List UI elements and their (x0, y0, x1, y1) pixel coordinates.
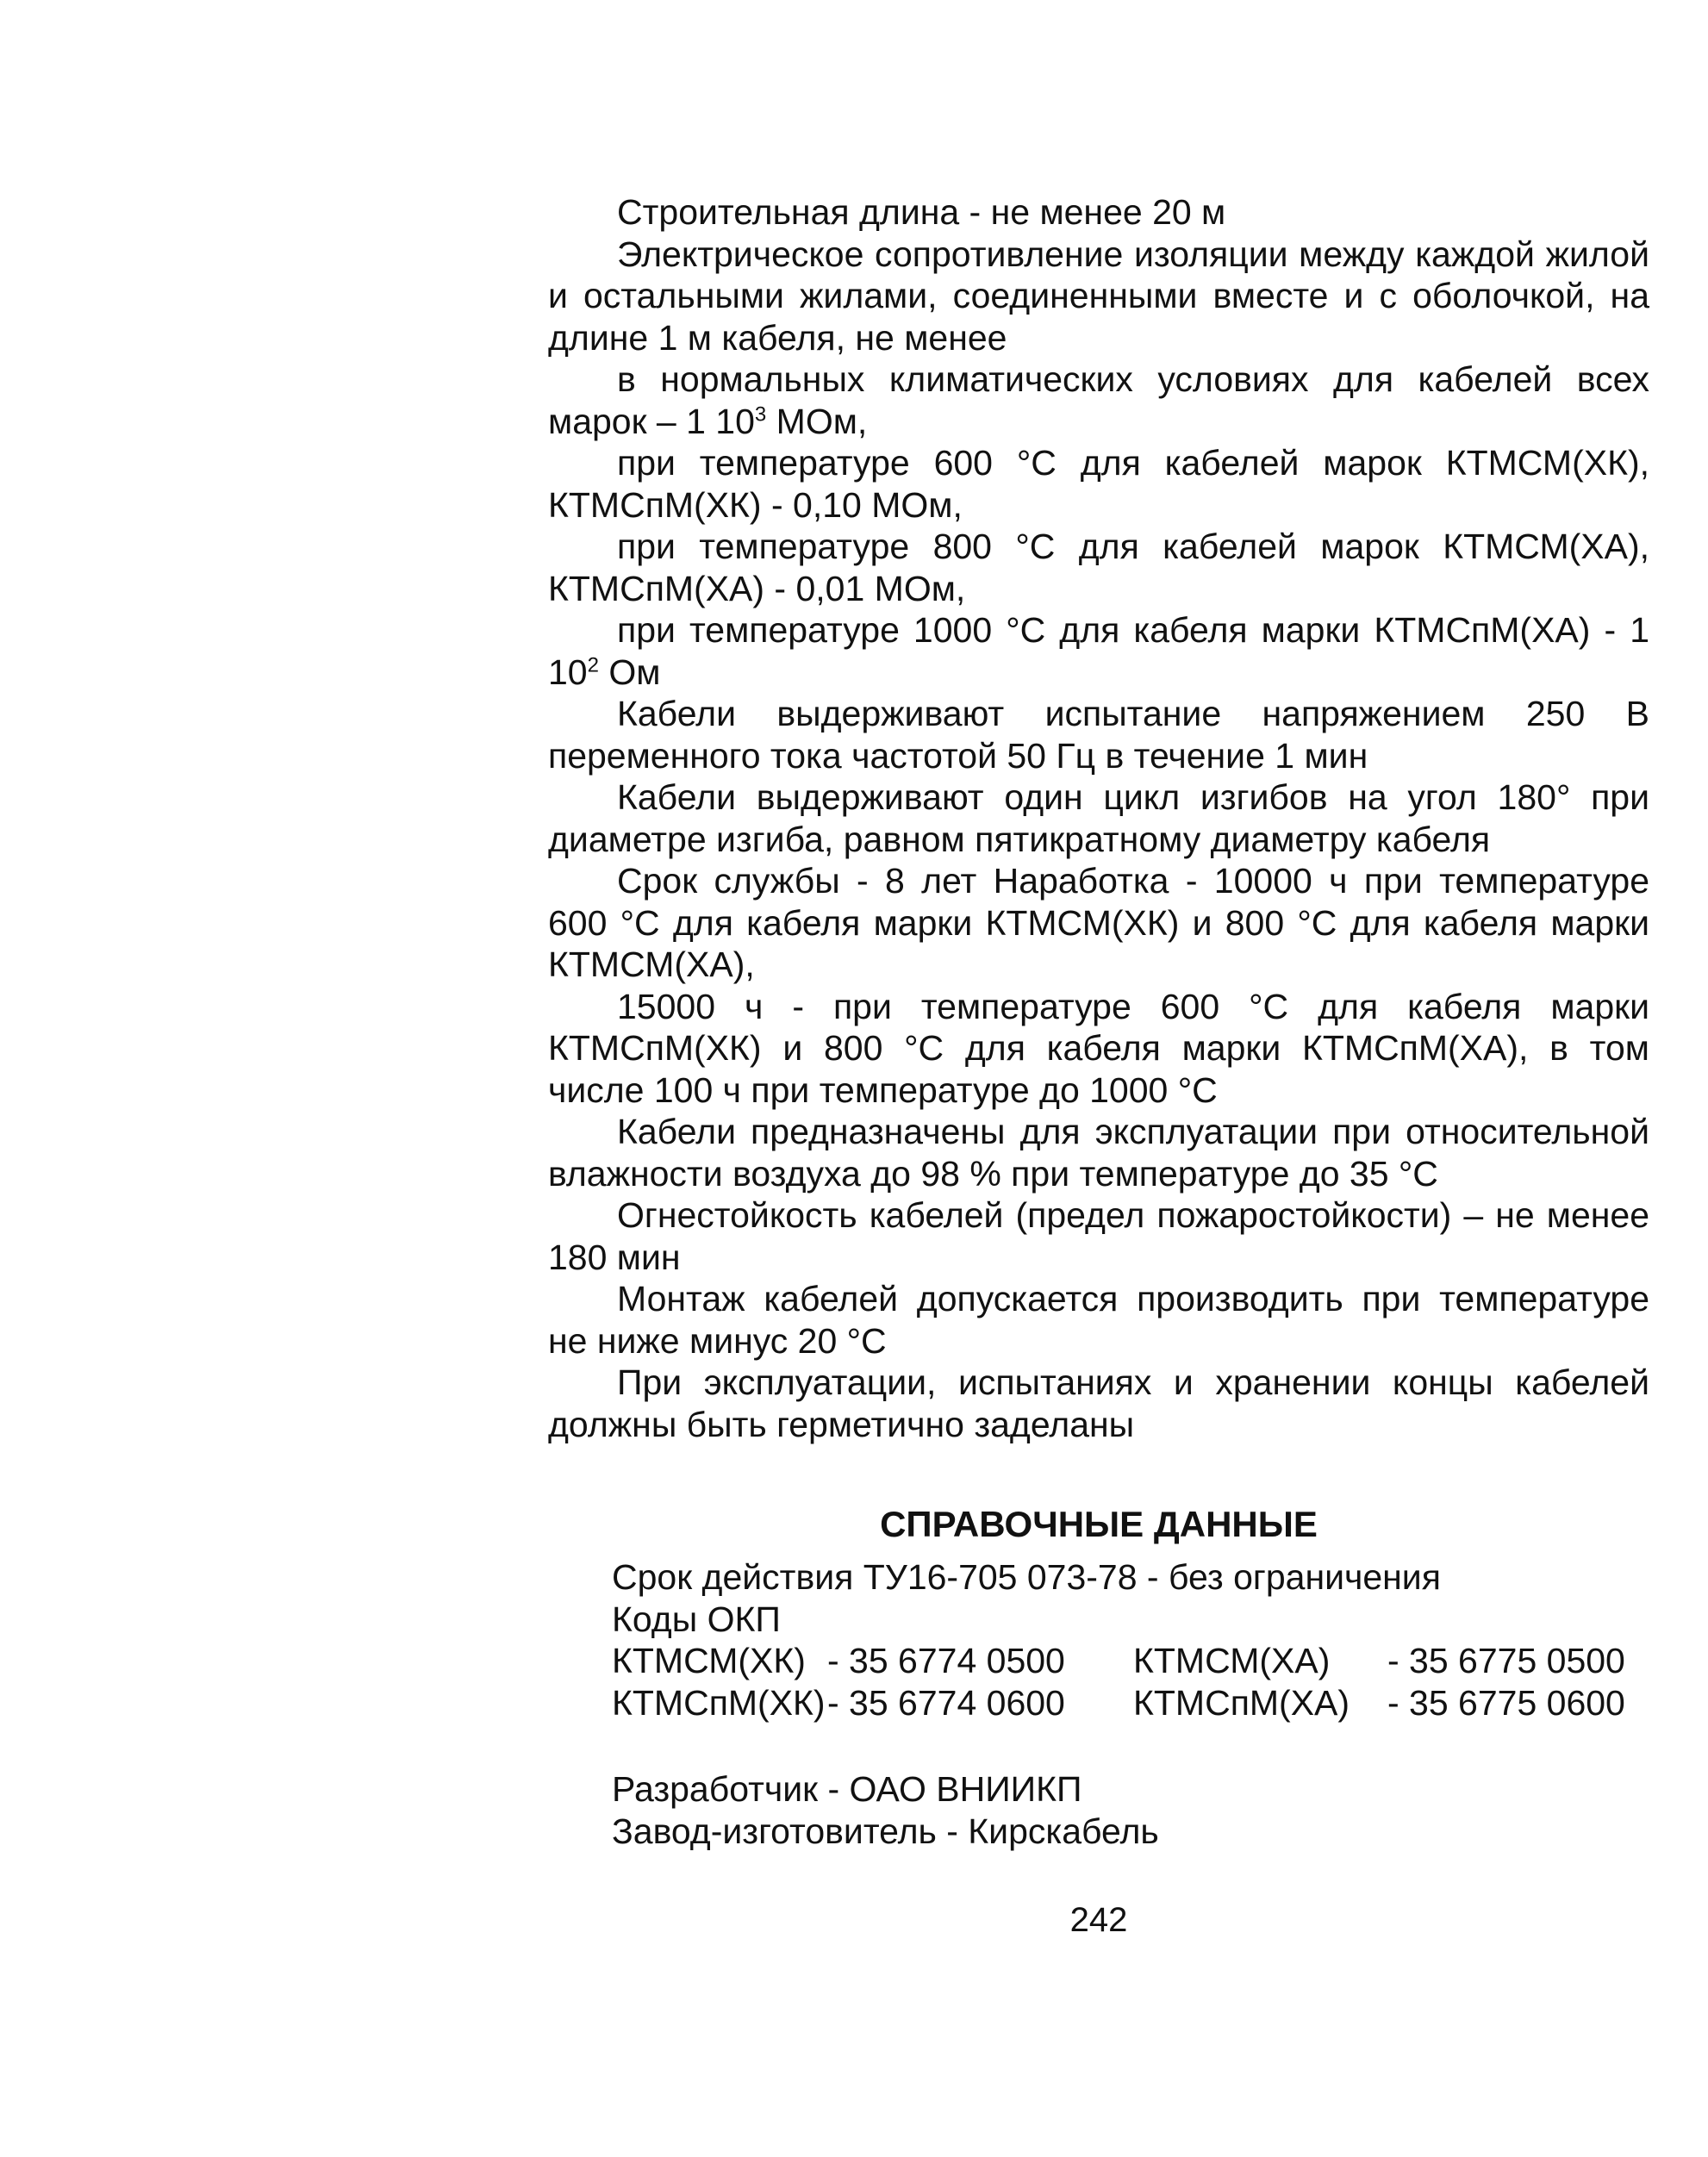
codes-label: Коды ОКП (612, 1599, 781, 1639)
brand-cell: КТМСМ(ХК) (612, 1641, 806, 1680)
text-fragment: Ом (598, 651, 661, 692)
main-text (548, 191, 1649, 1445)
developer-info (612, 1768, 1646, 1852)
paragraph-service-life: Срок службы - 8 лет Наработка - 10000 ч при температуре 600 °С для кабеля марки КТМСМ(ХК) и 800 °С для кабеля марки КТМСМ(ХА), (548, 861, 1649, 984)
paragraph-construction-length: Строительная длина - не менее 20 м (617, 192, 1226, 232)
superscript: 3 (754, 402, 767, 426)
manufacturer-line: Завод-изготовитель - Кирскабель (612, 1811, 1159, 1851)
paragraph-temp-800: при температуре 800 °С для кабелей марок КТМСМ(ХА), КТМСпМ(ХА) - 0,01 МОм, (548, 527, 1649, 608)
paragraph-operating-hours: 15000 ч - при температуре 600 °С для кабеля марки КТМСпМ(ХК) и 800 °С для кабеля марки КТМСпМ(ХА), в том числе 100 ч при температуре до 1000 °С (548, 986, 1649, 1110)
text-fragment: МОм, (766, 401, 868, 441)
reference-data (612, 1556, 1663, 1724)
paragraph-bending-test: Кабели выдерживают один цикл изгибов на угол 180° при диаметре изгиба, равном пятикратному диаметру кабеля (548, 777, 1649, 859)
paragraph-insulation-resistance: Электрическое сопротивление изоляции между каждой жилой и остальными жилами, соединенными вместе и с оболочкой, на длине 1 м кабеля, не менее (548, 234, 1649, 358)
brand-cell: КТМСМ(ХА) (1133, 1641, 1331, 1680)
paragraph-humidity: Кабели предназначены для эксплуатации при относительной влажности воздуха до 98 % при температуре до 35 °С (548, 1112, 1649, 1194)
table-row (612, 1640, 1655, 1682)
paragraph-voltage-test: Кабели выдерживают испытание напряжением 250 В переменного тока частотой 50 Гц в течение 1 мин (548, 694, 1649, 776)
paragraph-temp-1000 (548, 609, 1649, 693)
paragraph-normal-conditions (548, 358, 1649, 442)
paragraph-fire-resistance: Огнестойкость кабелей (предел пожаростойкости) – не менее 180 мин (548, 1195, 1649, 1277)
text-fragment: при температуре 1000 °С для кабеля марки КТМСпМ(ХА) - 1 10 (548, 610, 1649, 692)
developer-line: Разработчик - ОАО ВНИИКП (612, 1769, 1082, 1809)
paragraph-temp-600: при температуре 600 °С для кабелей марок КТМСМ(ХК), КТМСпМ(ХК) - 0,10 МОм, (548, 443, 1649, 525)
brand-cell: КТМСпМ(ХК) (612, 1682, 826, 1723)
code-cell: - 35 6774 0600 (827, 1682, 1065, 1723)
code-cell: - 35 6775 0600 (1387, 1682, 1625, 1723)
table-row (612, 1682, 1655, 1724)
okp-codes-table (612, 1640, 1655, 1724)
text-fragment: в нормальных климатических условиях для кабелей всех марок – 1 10 (548, 359, 1649, 441)
code-cell: - 35 6774 0500 (827, 1641, 1065, 1680)
paragraph-sealing: При эксплуатации, испытаниях и хранении концы кабелей должны быть герметично заделаны (548, 1362, 1649, 1444)
reference-heading: СПРАВОЧНЫЕ ДАННЫЕ (880, 1504, 1318, 1544)
brand-cell: КТМСпМ(ХА) (1133, 1682, 1350, 1723)
paragraph-installation: Монтаж кабелей допускается производить при температуре не ниже минус 20 °С (548, 1279, 1649, 1361)
superscript: 2 (587, 652, 599, 676)
validity-line: Срок действия ТУ16-705 073-78 - без ограничения (612, 1557, 1441, 1597)
page-number: 242 (1069, 1901, 1128, 1939)
code-cell: - 35 6775 0500 (1387, 1641, 1625, 1680)
